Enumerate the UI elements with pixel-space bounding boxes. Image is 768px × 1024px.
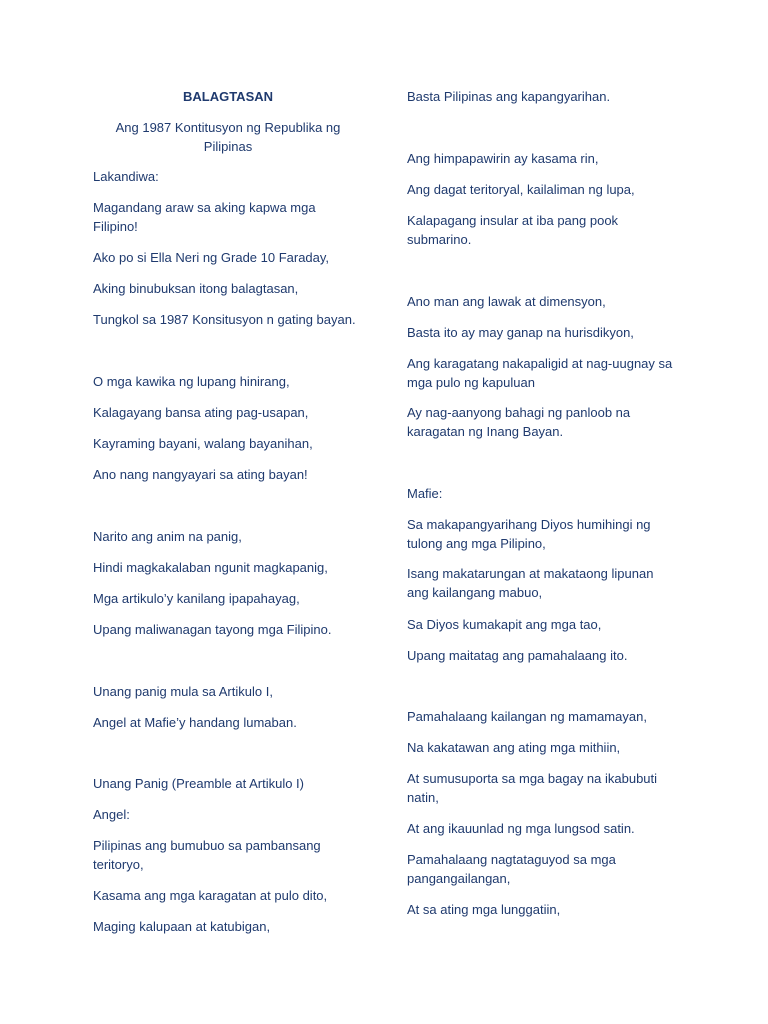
verse-line: Ang himpapawirin ay kasama rin,: [407, 151, 599, 166]
verse-line: At sa ating mga lunggatiin,: [407, 902, 561, 917]
speaker-label: Mafie:: [407, 486, 443, 501]
verse-line: Aking binubuksan itong balagtasan,: [93, 281, 299, 296]
verse-line: Pilipinas ang bumubuo sa pambansang teritoryo,: [93, 838, 321, 872]
verse-line: Maging kalupaan at katubigan,: [93, 919, 271, 934]
verse-line: O mga kawika ng lupang hinirang,: [93, 374, 290, 389]
verse-line: Mga artikulo’y kanilang ipapahayag,: [93, 591, 300, 606]
verse-line: Kalagayang bansa ating pag-usapan,: [93, 405, 309, 420]
verse-line: Kalapagang insular at iba pang pook submarino.: [407, 213, 619, 247]
verse-line: At ang ikauunlad ng mga lungsod satin.: [407, 821, 635, 836]
document-title: BALAGTASAN: [182, 89, 274, 104]
speaker-label: Angel:: [93, 807, 130, 822]
verse-line: Ako po si Ella Neri ng Grade 10 Faraday,: [93, 250, 330, 265]
verse-line: Upang maliwanagan tayong mga Filipino.: [93, 622, 332, 637]
verse-line: Hindi magkakalaban ngunit magkapanig,: [93, 560, 328, 575]
verse-line: Tungkol sa 1987 Konsitusyon n gating bayan.: [93, 312, 356, 327]
verse-line: Pamahalaang nagtataguyod sa mga pangangailangan,: [407, 852, 616, 886]
verse-line: Basta ito ay may ganap na hurisdikyon,: [407, 325, 634, 340]
verse-line: Ano nang nangyayari sa ating bayan!: [93, 467, 308, 482]
verse-line: At sumusuporta sa mga bagay na ikabubuti natin,: [407, 771, 658, 805]
speaker-label: Lakandiwa:: [93, 169, 159, 184]
verse-line: Isang makatarungan at makataong lipunan ang kailangang mabuo,: [407, 566, 654, 600]
verse-line: Ano man ang lawak at dimensyon,: [407, 294, 606, 309]
verse-line: Unang panig mula sa Artikulo I,: [93, 684, 273, 699]
verse-line: Kasama ang mga karagatan at pulo dito,: [93, 888, 328, 903]
verse-line: Ang karagatang nakapaligid at nag-uugnay sa mga pulo ng kapuluan: [407, 356, 673, 390]
verse-line: Pamahalaang kailangan ng mamamayan,: [407, 709, 647, 724]
verse-line: Na kakatawan ang ating mga mithiin,: [407, 740, 621, 755]
verse-line: Narito ang anim na panig,: [93, 529, 242, 544]
verse-line: Ang dagat teritoryal, kailaliman ng lupa,: [407, 182, 635, 197]
document-subtitle: Ang 1987 Kontitusyon ng Republika ng Pilipinas: [115, 120, 341, 154]
verse-line: Kayraming bayani, walang bayanihan,: [93, 436, 313, 451]
verse-line: Sa Diyos kumakapit ang mga tao,: [407, 617, 602, 632]
verse-line: Magandang araw sa aking kapwa mga Filipino!: [93, 200, 316, 234]
verse-line: Upang maitatag ang pamahalaang ito.: [407, 648, 628, 663]
section-heading: Unang Panig (Preamble at Artikulo I): [93, 776, 304, 791]
verse-line: Basta Pilipinas ang kapangyarihan.: [407, 89, 611, 104]
verse-line: Angel at Mafie’y handang lumaban.: [93, 715, 297, 730]
verse-line: Sa makapangyarihang Diyos humihingi ng tulong ang mga Pilipino,: [407, 517, 651, 551]
verse-line: Ay nag-aanyong bahagi ng panloob na karagatan ng Inang Bayan.: [407, 405, 631, 439]
